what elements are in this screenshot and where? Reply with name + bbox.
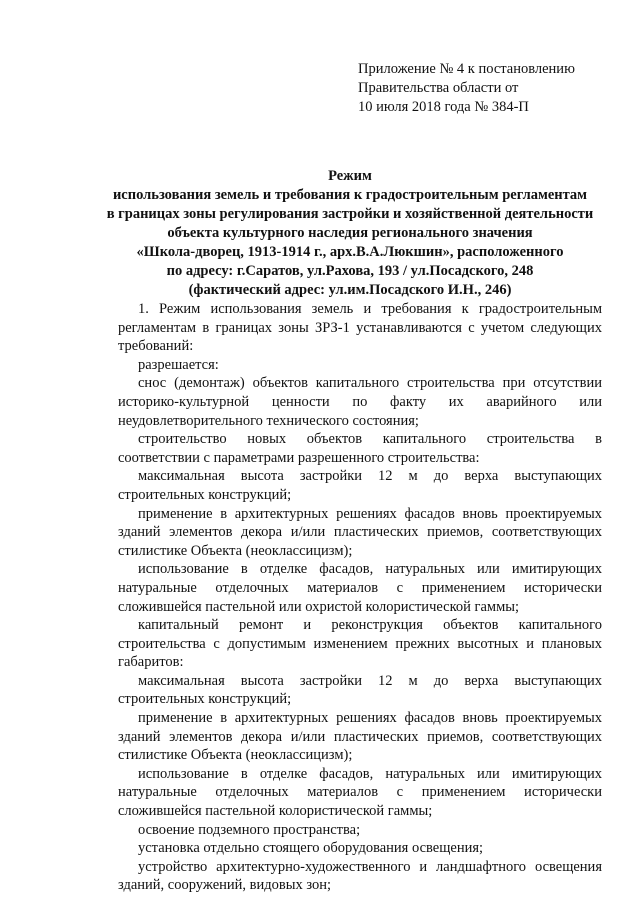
paragraph-6: применение в архитектурных решениях фасадов вновь проектируемых зданий элементов декора и/или пластических приемов, соответствующих стилистике Объекта (неоклассицизм);	[118, 505, 602, 559]
paragraph-12: освоение подземного пространства;	[138, 821, 361, 838]
title-line-3: в границах зоны регулирования застройки и хозяйственной деятельности	[106, 206, 594, 222]
paragraph-5: максимальная высота застройки 12 м до верха выступающих строительных конструкций;	[118, 468, 602, 503]
appendix-line-3: 10 июля 2018 года № 384-П	[358, 99, 529, 115]
appendix-header	[358, 60, 628, 117]
document-title	[70, 167, 630, 300]
paragraph-11: использование в отделке фасадов, натуральных или имитирующих натуральные отделочных материалов с применением исторически сложившейся пастельной колористической гаммы;	[118, 765, 602, 820]
title-line-4: объекта культурного наследия регионального значения	[167, 225, 533, 241]
paragraph-2: разрешается:	[138, 356, 219, 373]
appendix-line-1: Приложение № 4 к постановлению	[358, 61, 575, 77]
paragraph-10: применение в архитектурных решениях фасадов вновь проектируемых зданий элементов декора и/или пластических приемов, соответствующих стилистике Объекта (неоклассицизм);	[118, 710, 602, 764]
paragraph-14: устройство архитектурно-художественного и ландшафтного освещения зданий, сооружений, видовых зон;	[118, 858, 602, 894]
paragraph-1: 1. Режим использования земель и требования к градостроительным регламентам в границах зоны ЗРЗ-1 устанавливаются с учетом следующих требований:	[118, 301, 602, 355]
paragraph-8: капитальный ремонт и реконструкция объектов капитального строительства с допустимым изменением прежних высотных и плановых габаритов:	[118, 617, 602, 671]
title-line-6: по адресу: г.Саратов, ул.Рахова, 193 / ул.Посадского, 248	[166, 263, 534, 279]
paragraph-9: максимальная высота застройки 12 м до верха выступающих строительных конструкций;	[118, 672, 602, 708]
paragraph-13: установка отдельно стоящего оборудования освещения;	[138, 840, 484, 857]
paragraph-7: использование в отделке фасадов, натуральных или имитирующих натуральные отделочных материалов с применением исторически сложившейся пастельной или охристой колористической гаммы;	[118, 561, 602, 615]
paragraph-4: строительство новых объектов капитального строительства в соответствии с параметрами разрешенного строительства:	[118, 431, 602, 466]
title-line-5: «Школа-дворец, 1913-1914 г., арх.В.А.Люкшин», расположенного	[136, 244, 564, 260]
document-body	[118, 300, 602, 895]
appendix-line-2: Правительства области от	[358, 80, 519, 96]
title-line-7: (фактический адрес: ул.им.Посадского И.Н., 246)	[188, 282, 512, 298]
title-line-1: Режим	[328, 168, 372, 184]
title-line-2: использования земель и требования к градостроительным регламентам	[112, 187, 588, 203]
paragraph-3: снос (демонтаж) объектов капитального строительства при отсутствии историко-культурной ценности по факту их аварийного или неудовлетворительного технического состояния;	[118, 375, 602, 429]
